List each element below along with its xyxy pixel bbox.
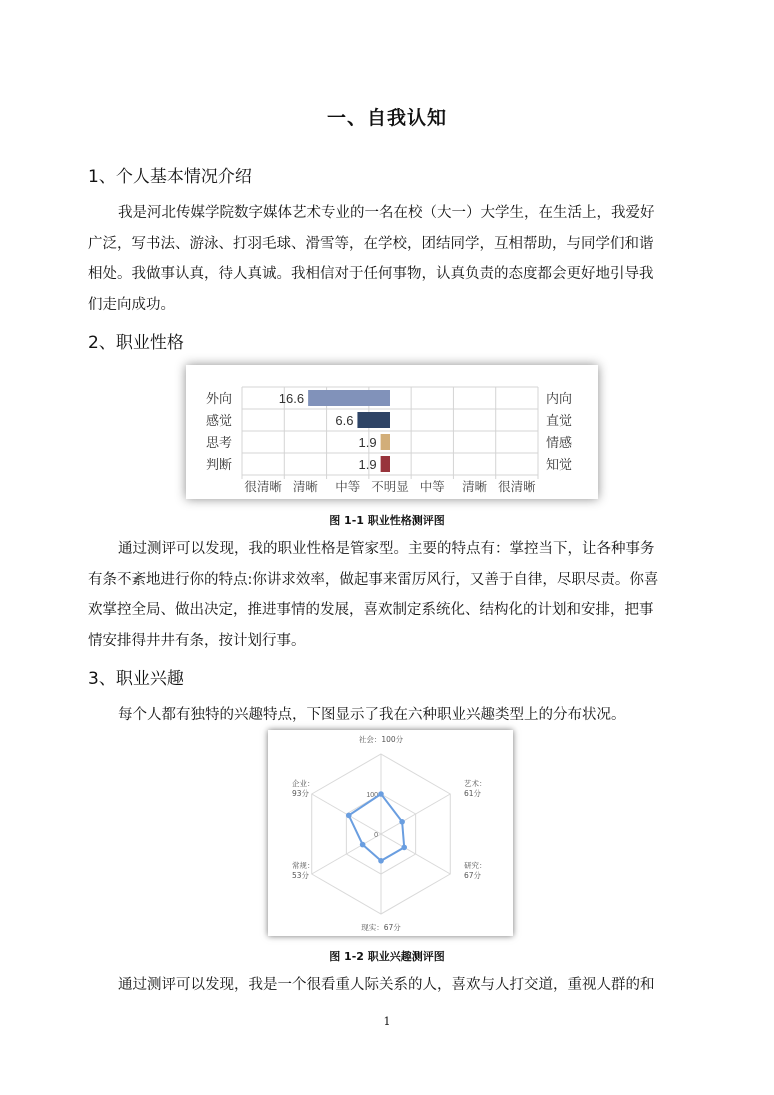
paragraph-line: 们走向成功。 — [88, 296, 175, 313]
radar-series-line — [349, 794, 404, 861]
radar-axis-label-line: 企业： — [292, 779, 315, 788]
paragraph-line: 情安排得井井有条，按计划行事。 — [88, 632, 306, 649]
radar-tick-label: 100 — [366, 792, 378, 799]
radar-point — [399, 819, 405, 825]
scale-tick-label: 清晰 — [462, 479, 488, 494]
paragraph-line: 欢掌控全局、做出决定，推进事情的发展，喜欢制定系统化、结构化的计划和安排，把事 — [88, 602, 654, 618]
paragraph-line: 通过测评可以发现，我的职业性格是管家型。主要的特点有：掌控当下，让各种事务 — [118, 541, 655, 557]
scale-tick-label: 中等 — [335, 479, 361, 494]
radar-point — [346, 813, 352, 819]
radar-axis-label — [361, 922, 401, 932]
paragraph-interest — [88, 970, 708, 1001]
paragraph-line: 我是河北传媒学院数字媒体艺术专业的一名在校（大一）大学生，在生活上，我爱好 — [118, 205, 655, 221]
figure-caption-1: 图 1-1 职业性格测评图 — [329, 514, 445, 527]
radar-axis-label — [292, 860, 315, 880]
section-heading-3: 3、职业兴趣 — [88, 669, 184, 689]
scale-tick-label: 清晰 — [292, 479, 318, 494]
interest-radar-chart — [268, 730, 513, 936]
radar-point — [360, 842, 366, 848]
bar — [381, 434, 390, 450]
paragraph-line: 相处。我做事认真，待人真诚。我相信对于任何事物，认真负责的态度都会更好地引导我 — [88, 266, 654, 282]
category-label-left: 感觉 — [206, 414, 233, 429]
radar-axis-label-line: 现实：67分 — [361, 923, 401, 932]
radar-axis-label — [464, 860, 487, 880]
scale-tick-label: 很清晰 — [244, 479, 282, 494]
radar-point — [378, 858, 384, 864]
bar-value-label: 6.6 — [335, 413, 354, 428]
bar-value-label: 1.9 — [358, 457, 377, 472]
bar — [308, 390, 390, 406]
radar-axis-label-line: 艺术： — [464, 779, 487, 788]
paragraph-intro — [88, 198, 708, 320]
paragraph-line: 每个人都有独特的兴趣特点，下图显示了我在六种职业兴趣类型上的分布状况。 — [118, 707, 626, 723]
radar-tick-label: 0 — [374, 832, 378, 839]
scale-tick-label: 中等 — [419, 479, 445, 494]
paragraph-line: 广泛，写书法、游泳、打羽毛球、滑雪等，在学校，团结同学，互相帮助，与同学们和谐 — [88, 235, 654, 252]
radar-point — [378, 791, 384, 797]
section-heading-1: 1、个人基本情况介绍 — [88, 167, 252, 187]
category-label-right: 知觉 — [546, 458, 573, 473]
category-label-right: 情感 — [546, 436, 573, 451]
paragraph-personality — [88, 534, 708, 656]
category-label-left: 外向 — [206, 392, 233, 407]
radar-axis-label-line: 研究： — [464, 861, 487, 870]
interest-radar-svg — [268, 730, 513, 936]
paragraph-line: 通过测评可以发现，我是一个很看重人际关系的人，喜欢与人打交道，重视人群的和 — [118, 977, 655, 993]
bar — [357, 412, 390, 428]
bar — [381, 456, 390, 472]
radar-point — [401, 845, 407, 851]
category-label-left: 判断 — [206, 458, 233, 473]
category-label-right: 内向 — [546, 392, 573, 407]
personality-chart — [186, 365, 598, 499]
radar-axis-label-line: 61分 — [464, 789, 482, 798]
category-label-left: 思考 — [206, 436, 233, 451]
page-number: 1 — [383, 1015, 391, 1028]
scale-tick-label: 很清晰 — [498, 479, 536, 494]
radar-axis-label-line: 社会：100分 — [358, 735, 404, 744]
personality-chart-svg — [186, 365, 598, 499]
radar-axis-label-line: 93分 — [292, 789, 310, 798]
radar-axis-label-line: 53分 — [292, 871, 310, 880]
radar-axis-label — [464, 778, 487, 798]
radar-axis-label-line: 67分 — [464, 871, 482, 880]
page-title: 一、自我认知 — [326, 107, 447, 129]
bar-value-label: 16.6 — [278, 391, 305, 406]
radar-axis-label-line: 常规： — [292, 861, 315, 870]
figure-caption-2: 图 1-2 职业兴趣测评图 — [329, 950, 445, 963]
scale-tick-label: 不明显 — [371, 479, 409, 494]
paragraph-line: 有条不紊地进行你的特点:你讲求效率，做起事来雷厉风行，又善于自律，尽职尽责。你喜 — [88, 571, 659, 588]
category-label-right: 直觉 — [546, 414, 573, 429]
paragraph-interest-intro — [88, 700, 708, 731]
radar-axis-label — [292, 778, 315, 798]
radar-axis-label — [359, 734, 404, 744]
bar-value-label: 1.9 — [358, 435, 377, 450]
section-heading-2: 2、职业性格 — [88, 333, 184, 353]
